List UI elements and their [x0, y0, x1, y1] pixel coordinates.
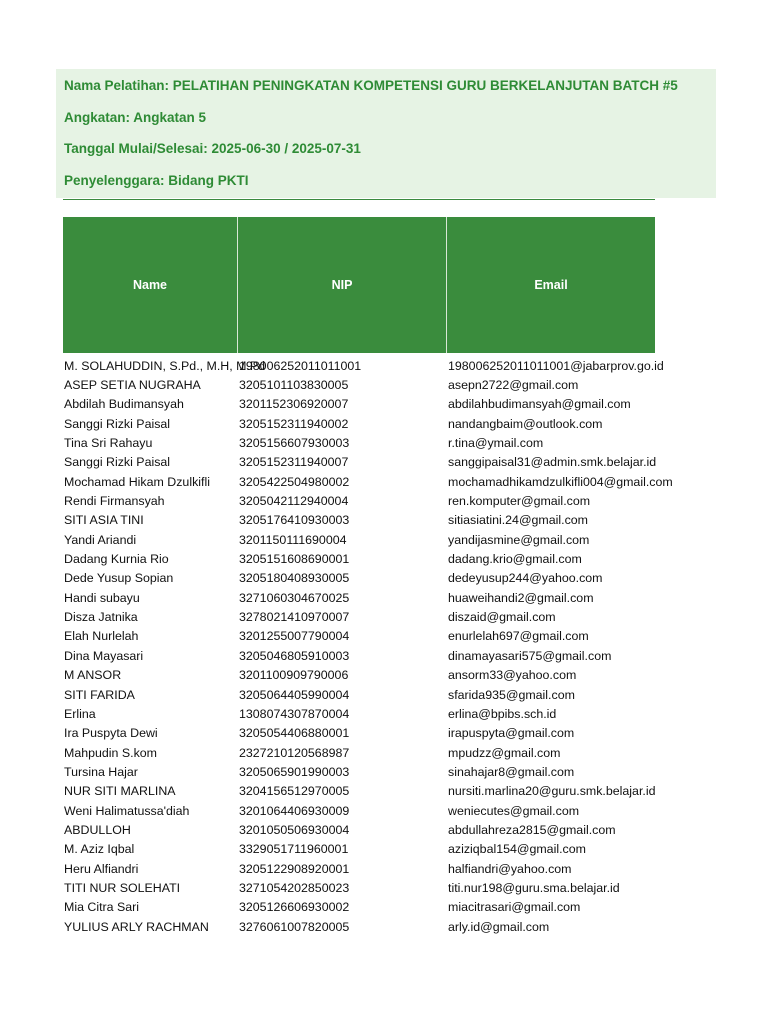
participant-nip: 3201255007790004	[239, 629, 350, 644]
participant-nip: 3205122908920001	[239, 861, 350, 876]
header-nip: NIP	[238, 217, 447, 353]
participant-name: Elah Nurlelah	[64, 629, 139, 644]
participant-email: weniecutes@gmail.com	[448, 803, 580, 818]
participant-email: r.tina@ymail.com	[448, 436, 544, 451]
participant-name: Handi subayu	[64, 590, 140, 605]
participant-nip: 2327210120568987	[239, 745, 350, 760]
participant-name: Erlina	[64, 706, 96, 721]
participant-nip: 3204156512970005	[239, 784, 350, 799]
participant-name: SITI FARIDA	[64, 687, 135, 702]
table-row	[63, 762, 655, 781]
participant-name: Sanggi Rizki Paisal	[64, 455, 171, 470]
participant-email: abdullahreza2815@gmail.com	[448, 822, 616, 837]
participant-nip: 3205046805910003	[239, 648, 350, 663]
divider	[63, 199, 655, 200]
participant-email: aziziqbal154@gmail.com	[448, 842, 586, 857]
participant-nip: 3205156607930003	[239, 436, 350, 451]
participant-nip: 3201150111690004	[239, 532, 347, 547]
table-row	[63, 820, 655, 839]
participant-name: Tursina Hajar	[64, 764, 138, 779]
participant-name: Dede Yusup Sopian	[64, 571, 174, 586]
table-row	[63, 666, 655, 685]
participant-name: Dina Mayasari	[64, 648, 144, 663]
participant-nip: 3205422504980002	[239, 474, 350, 489]
participant-email: sfarida935@gmail.com	[448, 687, 575, 702]
participant-name: Mochamad Hikam Dzulkifli	[64, 474, 210, 489]
participant-email: sitiasiatini.24@gmail.com	[448, 513, 588, 528]
table-row	[63, 472, 673, 491]
participant-nip: 198006252011011001	[239, 358, 362, 373]
participant-nip: 3271054202850023	[239, 880, 350, 895]
table-row	[63, 704, 655, 723]
participant-name: Weni Halimatussa'diah	[64, 803, 190, 818]
participant-name: Dadang Kurnia Rio	[64, 552, 169, 567]
table-row	[63, 782, 655, 801]
table-row	[63, 511, 655, 530]
participant-name: YULIUS ARLY RACHMAN	[64, 919, 209, 934]
participant-nip: 3205054406880001	[239, 726, 350, 741]
participant-email: ren.komputer@gmail.com	[448, 494, 591, 509]
participant-email: abdilahbudimansyah@gmail.com	[448, 397, 631, 412]
table-row	[63, 356, 664, 375]
table-row	[63, 549, 655, 568]
table-row	[63, 530, 655, 549]
table-row	[63, 898, 655, 917]
participant-name: Disza Jatnika	[64, 610, 138, 625]
participant-nip: 3205152311940002	[239, 416, 349, 431]
table-row	[63, 840, 655, 859]
participant-name: ABDULLOH	[64, 822, 131, 837]
table-row	[63, 743, 655, 762]
participant-email: dadang.krio@gmail.com	[448, 552, 582, 567]
table-row	[63, 588, 655, 607]
table-row	[63, 685, 655, 704]
participant-nip: 3201050506930004	[239, 822, 350, 837]
participant-nip: 3205152311940007	[239, 455, 349, 470]
table-row	[63, 859, 655, 878]
table-row	[63, 878, 655, 897]
organizer: Penyelenggara: Bidang PKTI	[64, 173, 249, 188]
batch-label: Angkatan: Angkatan 5	[64, 110, 207, 125]
header-email: Email	[534, 278, 568, 292]
participant-name: Rendi Firmansyah	[64, 494, 165, 509]
participant-email: diszaid@gmail.com	[448, 610, 556, 625]
participant-email: irapuspyta@gmail.com	[448, 726, 575, 741]
participant-nip: 3205042112940004	[239, 494, 349, 509]
participant-name: Abdilah Budimansyah	[64, 397, 184, 412]
participant-nip: 3205151608690001	[239, 552, 350, 567]
training-info-panel	[56, 69, 716, 198]
participant-email: mpudzz@gmail.com	[448, 745, 561, 760]
participant-name: NUR SITI MARLINA	[64, 784, 176, 799]
participant-nip: 3205064405990004	[239, 687, 350, 702]
participant-nip: 3201152306920007	[239, 397, 349, 412]
table-row	[63, 917, 655, 936]
participant-nip: 3205126606930002	[239, 900, 350, 915]
table-row	[63, 627, 655, 646]
participant-email: halfiandri@yahoo.com	[448, 861, 572, 876]
participant-nip: 3271060304670025	[239, 590, 350, 605]
table-row	[63, 433, 655, 452]
participant-email: 198006252011011001@jabarprov.go.id	[448, 358, 664, 373]
participant-nip: 3201100909790006	[239, 668, 349, 683]
participant-name: M. Aziz Iqbal	[64, 842, 135, 857]
table-row	[63, 607, 655, 626]
participant-nip: 3201064406930009	[239, 803, 350, 818]
participant-name: ASEP SETIA NUGRAHA	[64, 378, 201, 393]
participant-nip: 3205065901990003	[239, 764, 350, 779]
participant-name: Sanggi Rizki Paisal	[64, 416, 171, 431]
table-header	[63, 217, 655, 353]
table-row	[63, 646, 655, 665]
table-row	[63, 569, 655, 588]
participant-name: Heru Alfiandri	[64, 861, 139, 876]
participant-name: Yandi Ariandi	[64, 532, 137, 547]
participant-email: dinamayasari575@gmail.com	[448, 648, 612, 663]
participant-nip: 3205176410930003	[239, 513, 350, 528]
participant-nip: 3205180408930005	[239, 571, 350, 586]
participant-email: enurlelah697@gmail.com	[448, 629, 589, 644]
table-row	[63, 801, 655, 820]
training-name: Nama Pelatihan: PELATIHAN PENINGKATAN KOMPETENSI GURU BERKELANJUTAN BATCH #5	[64, 78, 678, 93]
participant-nip: 1308074307870004	[239, 706, 350, 721]
date-range: Tanggal Mulai/Selesai: 2025-06-30 / 2025-07-31	[64, 141, 361, 156]
participant-nip: 3278021410970007	[239, 610, 350, 625]
participant-nip: 3276061007820005	[239, 919, 350, 934]
participant-email: titi.nur198@guru.sma.belajar.id	[448, 880, 620, 895]
participant-email: sinahajar8@gmail.com	[448, 764, 575, 779]
participant-name: TITI NUR SOLEHATI	[64, 880, 181, 895]
participant-email: arly.id@gmail.com	[448, 919, 550, 934]
participant-nip: 3205101103830005	[239, 378, 349, 393]
participant-table-body	[63, 356, 673, 936]
participant-email: erlina@bpibs.sch.id	[448, 706, 557, 721]
participant-nip: 3329051711960001	[239, 842, 349, 857]
participant-email: nandangbaim@outlook.com	[448, 416, 603, 431]
participant-name: Tina Sri Rahayu	[64, 436, 153, 451]
participant-name: Mahpudin S.kom	[64, 745, 157, 760]
participant-name: M. SOLAHUDDIN, S.Pd., M.H, M.Pd	[64, 358, 266, 373]
participant-name: Mia Citra Sari	[64, 900, 140, 915]
table-row	[63, 395, 655, 414]
participant-email: ansorm33@yahoo.com	[448, 668, 577, 683]
table-row	[63, 491, 655, 510]
participant-email: huaweihandi2@gmail.com	[448, 590, 594, 605]
table-row	[63, 724, 655, 743]
participant-email: sanggipaisal31@admin.smk.belajar.id	[448, 455, 657, 470]
table-row	[63, 453, 655, 472]
participant-email: miacitrasari@gmail.com	[448, 900, 581, 915]
participant-email: yandijasmine@gmail.com	[448, 532, 590, 547]
table-row	[63, 375, 655, 394]
participant-email: nursiti.marlina20@guru.smk.belajar.id	[448, 784, 656, 799]
participant-name: SITI ASIA TINI	[64, 513, 144, 528]
header-name: Name	[63, 217, 238, 353]
participant-email: asepn2722@gmail.com	[448, 378, 579, 393]
participant-email: dedeyusup244@yahoo.com	[448, 571, 603, 586]
participant-name: M ANSOR	[64, 668, 122, 683]
participant-email: mochamadhikamdzulkifli004@gmail.com	[448, 474, 673, 489]
table-row	[63, 414, 655, 433]
participant-name: Ira Puspyta Dewi	[64, 726, 158, 741]
